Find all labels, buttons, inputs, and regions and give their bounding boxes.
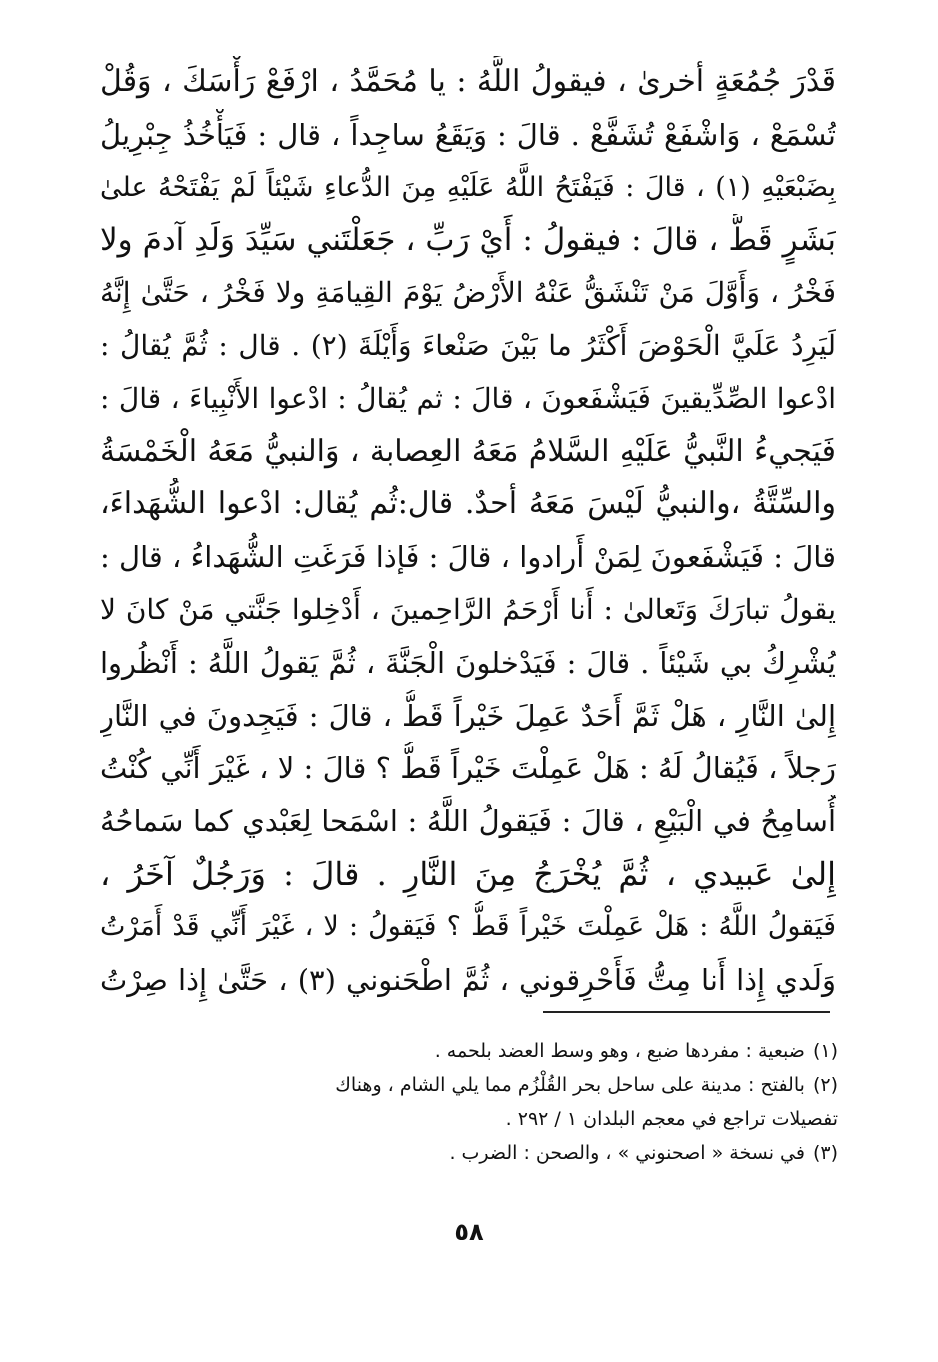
text-line: لَيَرِدُ عَلَيَّ الْحَوْضَ أَكْثَرُ ما بَيْنَ صَنْعاءَ وَأَيْلَةَ (٢) . قال : ثُمَّ يُقالُ : xyxy=(100,328,836,362)
footnote-separator xyxy=(543,1011,830,1013)
text-line: يقولُ تبارَكَ وَتَعالىٰ : أَنا أَرْحَمُ الرَّاحِمينَ ، أَدْخِلوا جَنَّتي مَنْ كانَ لا xyxy=(100,592,836,626)
footnotes xyxy=(138,1034,838,1170)
text-line: والسِّتَّةُ ،والنبيُّ لَيْسَ مَعَهُ أحدٌ. قال:ثُم يُقال: ادْعوا الشُّهَداءَ، xyxy=(100,486,836,522)
footnote-text: في نسخة « اصحنوني » ، والصحن : الضرب . xyxy=(449,1142,805,1164)
text-line: إِلىٰ النَّارِ ، هَلْ ثَمَّ أَحَدٌ عَمِلَ خَيْراً قَطُّ ، قالَ : فَيَجِدونَ في النَّارِ xyxy=(100,698,836,733)
text-line: قالَ : فَيَشْفَعونَ لِمَنْ أَرادوا ، قالَ : فَإذا فَرَغَتِ الشُّهَداءُ ، قال : xyxy=(100,540,836,575)
text-line: بَشَرٍ قَطُّ ، قالَ : فيقولُ : أَيْ رَبِّ ، جَعَلْتَني سَيِّدَ وَلَدِ آدمَ ولا xyxy=(100,222,836,259)
text-line: إِلىٰ عَبيدي ، ثُمَّ يُخْرَجُ مِنَ النَّارِ . قالَ : وَرَجُلٌ آخَرُ ، xyxy=(100,854,836,893)
footnote-marker: (١) xyxy=(812,1040,838,1062)
text-line: فَيَجيءُ النَّبيُّ عَلَيْهِ السَّلامُ مَعَهُ العِصابة ، وَالنبيُّ مَعَهُ الْخَمْسَةُ xyxy=(100,433,836,469)
text-line: ادْعوا الصِّدِّيقينَ فَيَشْفَعونَ ، قالَ : ثم يُقالُ : ادْعوا الأَنْبِياءَ ، قالَ : xyxy=(100,381,836,415)
text-line: وَلَدي إِذا أَنا مِتُّ فَأَحْرِقوني ، ثُمَّ اطْحَنوني (٣) ، حَتَّىٰ إِذا صِرْتُ xyxy=(100,962,836,997)
text-line: بِضَبْعَيْهِ (١) ، قالَ : فَيَفْتَحُ اللَّهُ عَلَيْهِ مِنَ الدُّعاءِ شَيْئاً لَمْ يَفْتَحْهُ علىٰ xyxy=(100,171,836,203)
footnote-marker: (٢) xyxy=(812,1074,838,1096)
text-line: يُشْرِكُ بي شَيْئاً . قالَ : فَيَدْخلونَ الْجَنَّةَ ، ثُمَّ يَقولُ اللَّهُ : أَنْظُروا xyxy=(100,645,836,680)
footnote-3 xyxy=(138,1136,838,1170)
footnote-text: بالفتح : مدينة على ساحل بحر القُلْزُم مما يلي الشام ، وهناك xyxy=(335,1074,805,1096)
footnote-2 xyxy=(138,1068,838,1102)
text-line: قَدْرَ جُمُعَةٍ أخرىٰ ، فيقولُ اللَّهُ : يا مُحَمَّدُ ، ارْفَعْ رَأْسَكَ ، وَقُلْ xyxy=(100,64,836,99)
footnote-2-continuation: تفصيلات تراجع في معجم البلدان ١ / ٢٩٢ . xyxy=(505,1108,838,1130)
text-line: فَخْرُ ، وَأَوَّلَ مَنْ تَنْشَقُّ عَنْهُ الأَرْضُ يَوْمَ القِيامَةِ ولا فَخْرُ ، حَتَّىٰ إِنَّهُ xyxy=(100,276,836,310)
footnote-1 xyxy=(138,1034,838,1068)
text-line: رَجلاً ، فَيُقالُ لَهُ : هَلْ عَمِلْتَ خَيْراً قَطُّ ؟ قالَ : لا ، غَيْرَ أَنِّي كُنْتُ xyxy=(100,751,836,786)
body-text xyxy=(100,56,836,1006)
text-line: تُسْمَعْ ، وَاشْفَعْ تُشَفَّعْ . قالَ : وَيَقَعُ ساجِداً ، قال : فَيَأْخُذُ جِبْرِيلُ xyxy=(100,117,836,152)
page-number: ٥٨ xyxy=(454,1218,484,1246)
footnote-marker: (٣) xyxy=(812,1142,838,1164)
text-line: أُسامِحُ في الْبَيْعِ ، قالَ : فَيَقولُ اللَّهُ : اسْمَحا لِعَبْدي كما سَماحُهُ xyxy=(100,804,836,839)
footnote-text: ضبعية : مفردها ضبع ، وهو وسط العضد بلحمه . xyxy=(434,1040,805,1062)
text-line: فَيَقولُ اللَّهُ : هَلْ عَمِلْتَ خَيْراً قَطُّ ؟ فَيَقولُ : لا ، غَيْرَ أَنِّي قَدْ أَمَرْتُ xyxy=(100,910,836,942)
